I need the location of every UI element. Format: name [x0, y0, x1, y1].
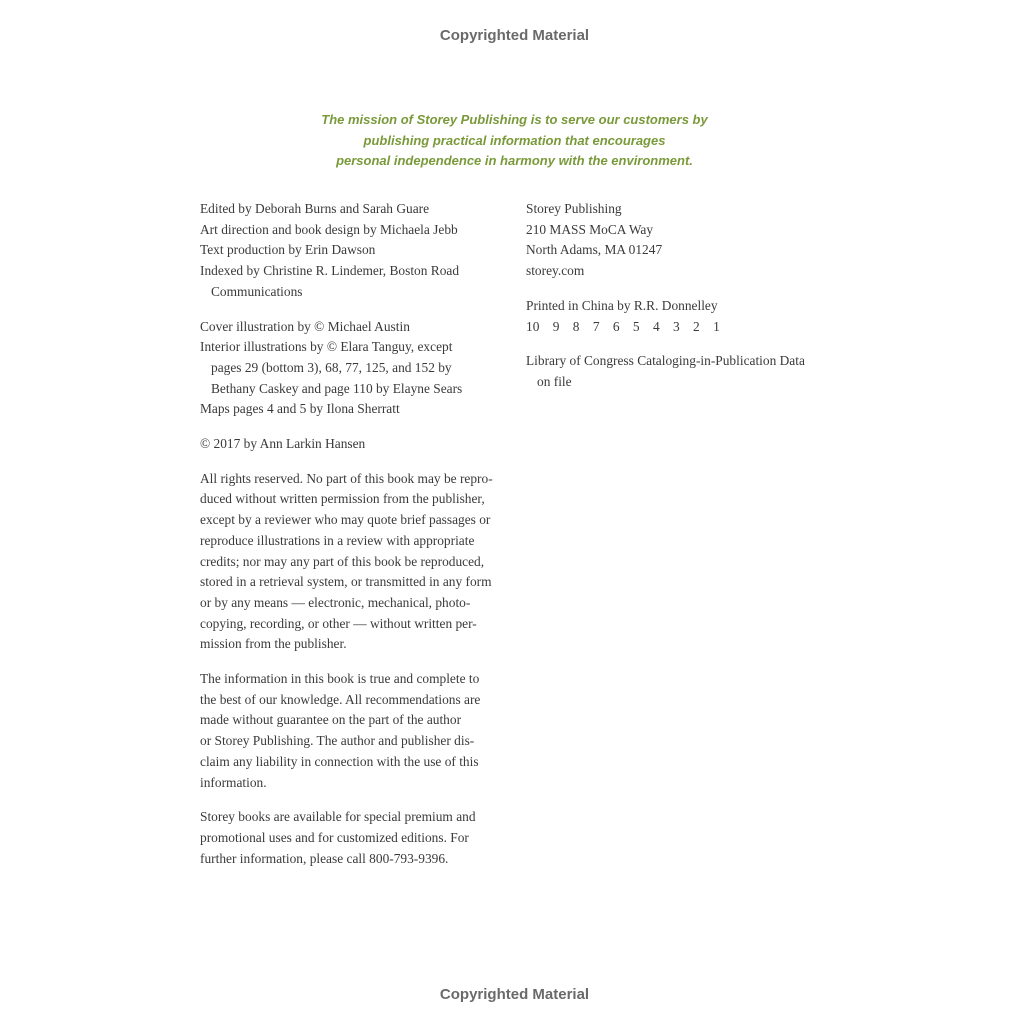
- interior-illustration-credit-cont: pages 29 (bottom 3), 68, 77, 125, and 152 by: [211, 359, 452, 375]
- publisher-website: storey.com: [526, 263, 585, 279]
- copyright-notice: [200, 434, 505, 455]
- publisher-name: Storey Publishing: [526, 201, 622, 216]
- rights-line: except by a reviewer who may quote brief passages or: [200, 512, 491, 528]
- editors-credit: Edited by Deborah Burns and Sarah Guare: [200, 201, 430, 216]
- publisher-city: North Adams, MA 01247: [526, 242, 663, 258]
- credits-block: [200, 199, 505, 303]
- rights-line: reproduce illustrations in a review with appropriate: [200, 532, 475, 548]
- copyright-line: © 2017 by Ann Larkin Hansen: [200, 436, 366, 452]
- text-production-credit: Text production by Erin Dawson: [200, 242, 376, 258]
- printing-info: [526, 296, 826, 337]
- special-sales-line: promotional uses and for customized editions. For: [200, 829, 469, 845]
- rights-paragraph: [200, 469, 505, 655]
- rights-line: All rights reserved. No part of this book may be repro-: [200, 470, 493, 486]
- mission-line: The mission of Storey Publishing is to serve our customers by: [321, 112, 708, 127]
- right-column: [526, 199, 826, 393]
- mission-statement: [0, 110, 1029, 172]
- liability-line: the best of our knowledge. All recommendations are: [200, 691, 481, 707]
- publisher-address: [526, 199, 826, 282]
- rights-line: duced without written permission from the publisher,: [200, 491, 485, 507]
- rights-line: credits; nor may any part of this book be reproduced,: [200, 553, 485, 569]
- special-sales-line: further information, please call 800-793-9396.: [200, 850, 449, 866]
- watermark-bottom: Copyrighted Material: [439, 986, 590, 1003]
- liability-line: claim any liability in connection with the use of this: [200, 753, 479, 769]
- printing-number-line: 10 9 8 7 6 5 4 3 2 1: [526, 318, 720, 334]
- rights-line: copying, recording, or other — without written per-: [200, 615, 477, 631]
- mission-line: publishing practical information that encourages: [363, 132, 666, 148]
- rights-line: or by any means — electronic, mechanical, photo-: [200, 594, 471, 610]
- cover-illustration-credit: Cover illustration by © Michael Austin: [200, 318, 410, 334]
- printer-line: Printed in China by R.R. Donnelley: [526, 297, 718, 313]
- interior-illustration-credit: Interior illustrations by © Elara Tanguy, except: [200, 339, 453, 355]
- rights-line: mission from the publisher.: [200, 636, 347, 652]
- rights-line: stored in a retrieval system, or transmitted in any form: [200, 574, 492, 590]
- watermark-top: Copyrighted Material: [439, 27, 590, 44]
- liability-paragraph: [200, 669, 505, 793]
- special-sales-line: Storey books are available for special premium and: [200, 809, 476, 825]
- publisher-street: 210 MASS MoCA Way: [526, 221, 654, 237]
- indexer-credit-cont: Communications: [211, 283, 303, 299]
- special-sales-paragraph: [200, 807, 505, 869]
- liability-line: or Storey Publishing. The author and publisher dis-: [200, 733, 475, 749]
- maps-credit: Maps pages 4 and 5 by Ilona Sherratt: [200, 401, 400, 417]
- cip-line-cont: on file: [537, 373, 572, 389]
- cip-info: [526, 351, 826, 392]
- indexer-credit: Indexed by Christine R. Lindemer, Boston Road: [200, 263, 460, 279]
- illustration-credits: [200, 317, 505, 421]
- left-column: [200, 199, 505, 869]
- liability-line: The information in this book is true and complete to: [200, 671, 480, 687]
- mission-line: personal independence in harmony with the environment.: [336, 153, 693, 169]
- liability-line: information.: [200, 774, 267, 790]
- art-direction-credit: Art direction and book design by Michaela Jebb: [200, 221, 458, 237]
- cip-line: Library of Congress Cataloging-in-Publication Data: [526, 353, 805, 369]
- liability-line: made without guarantee on the part of the author: [200, 712, 462, 728]
- interior-illustration-credit-cont: Bethany Caskey and page 110 by Elayne Sears: [211, 380, 463, 396]
